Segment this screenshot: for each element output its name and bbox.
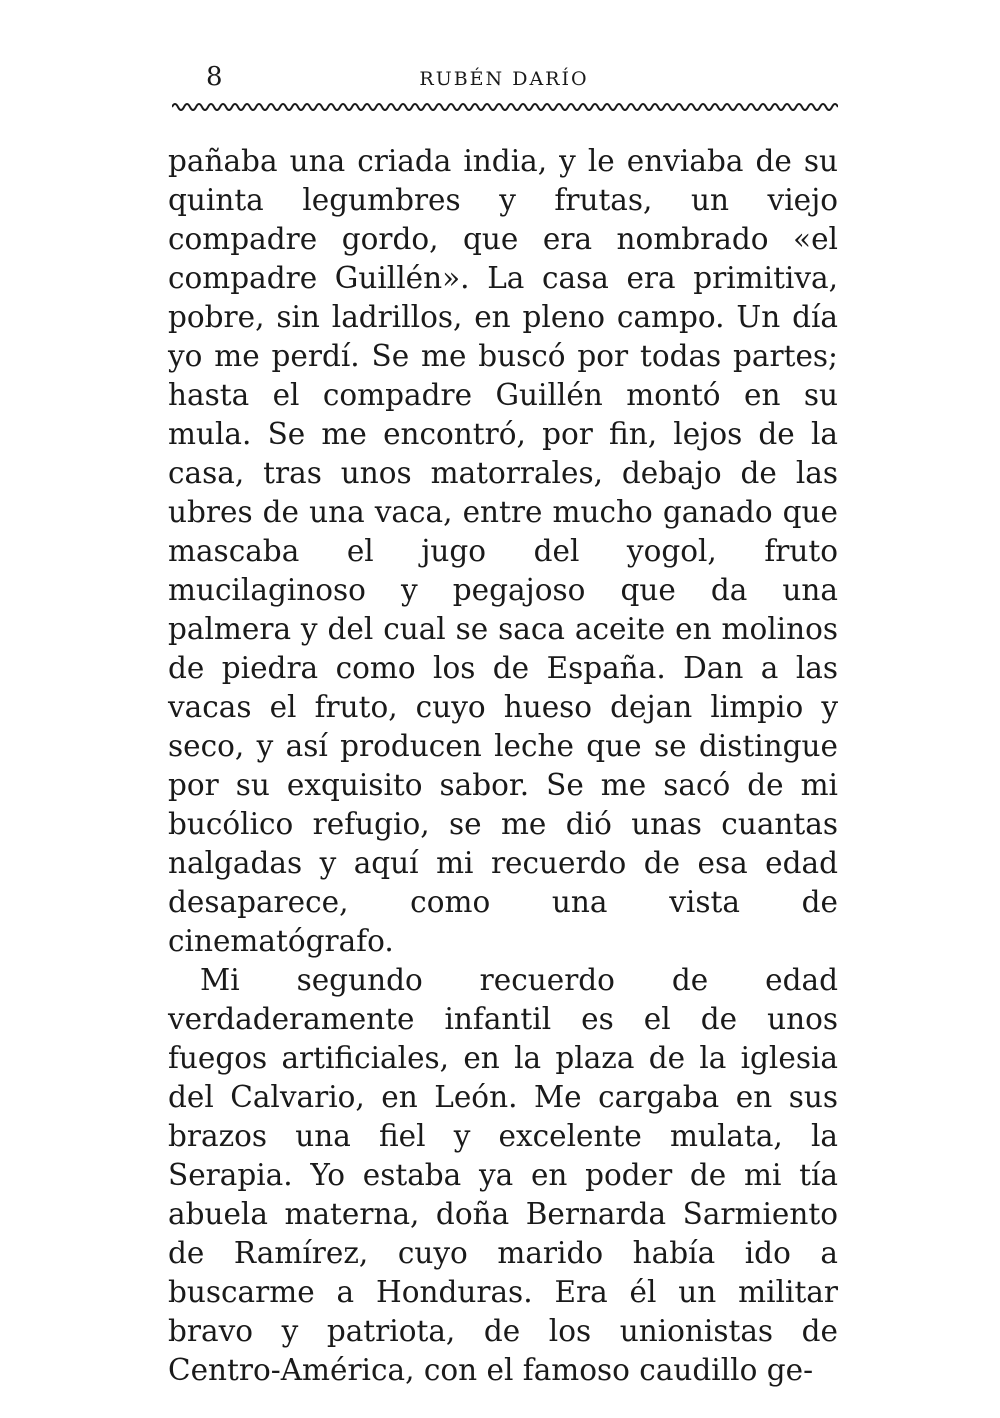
page-header	[170, 62, 838, 98]
page-number: 8	[206, 62, 223, 92]
running-head: RUBÉN DARÍO	[419, 68, 589, 90]
decorative-wavy-rule	[172, 100, 838, 114]
body-text	[168, 142, 838, 1390]
paragraph-1: pañaba una criada india, y le enviaba de su quinta legumbres y frutas, un viejo compadre gordo, que era nombrado «el compadre Guillén». La casa era primitiva, pobre, sin ladrillos, en pleno campo. Un día yo me perdí. Se me buscó por todas partes; hasta el compadre Guillén montó en su mula. Se me encontró, por fin, lejos de la casa, tras unos matorrales, debajo de las ubres de una vaca, entre mucho ganado que mascaba el jugo del yogol, fruto mucilaginoso y pegajoso que da una palmera y del cual se saca aceite en molinos de piedra como los de España. Dan a las vacas el fruto, cuyo hueso dejan limpio y seco, y así producen leche que se distingue por su exquisito sabor. Se me sacó de mi bucólico refugio, se me dió unas cuantas nalgadas y aquí mi recuerdo de esa edad desaparece, como una vista de cinematógrafo.	[168, 144, 838, 958]
paragraph-2: Mi segundo recuerdo de edad verdaderamente infantil es el de unos fuegos artificiales, en la plaza de la iglesia del Calvario, en León. Me cargaba en sus brazos una fiel y excelente mulata, la Serapia. Yo estaba ya en poder de mi tía abuela materna, doña Bernarda Sarmiento de Ramírez, cuyo marido había ido a buscarme a Honduras. Era él un militar bravo y patriota, de los unionistas de Centro-América, con el famoso caudillo ge-	[168, 963, 838, 1387]
